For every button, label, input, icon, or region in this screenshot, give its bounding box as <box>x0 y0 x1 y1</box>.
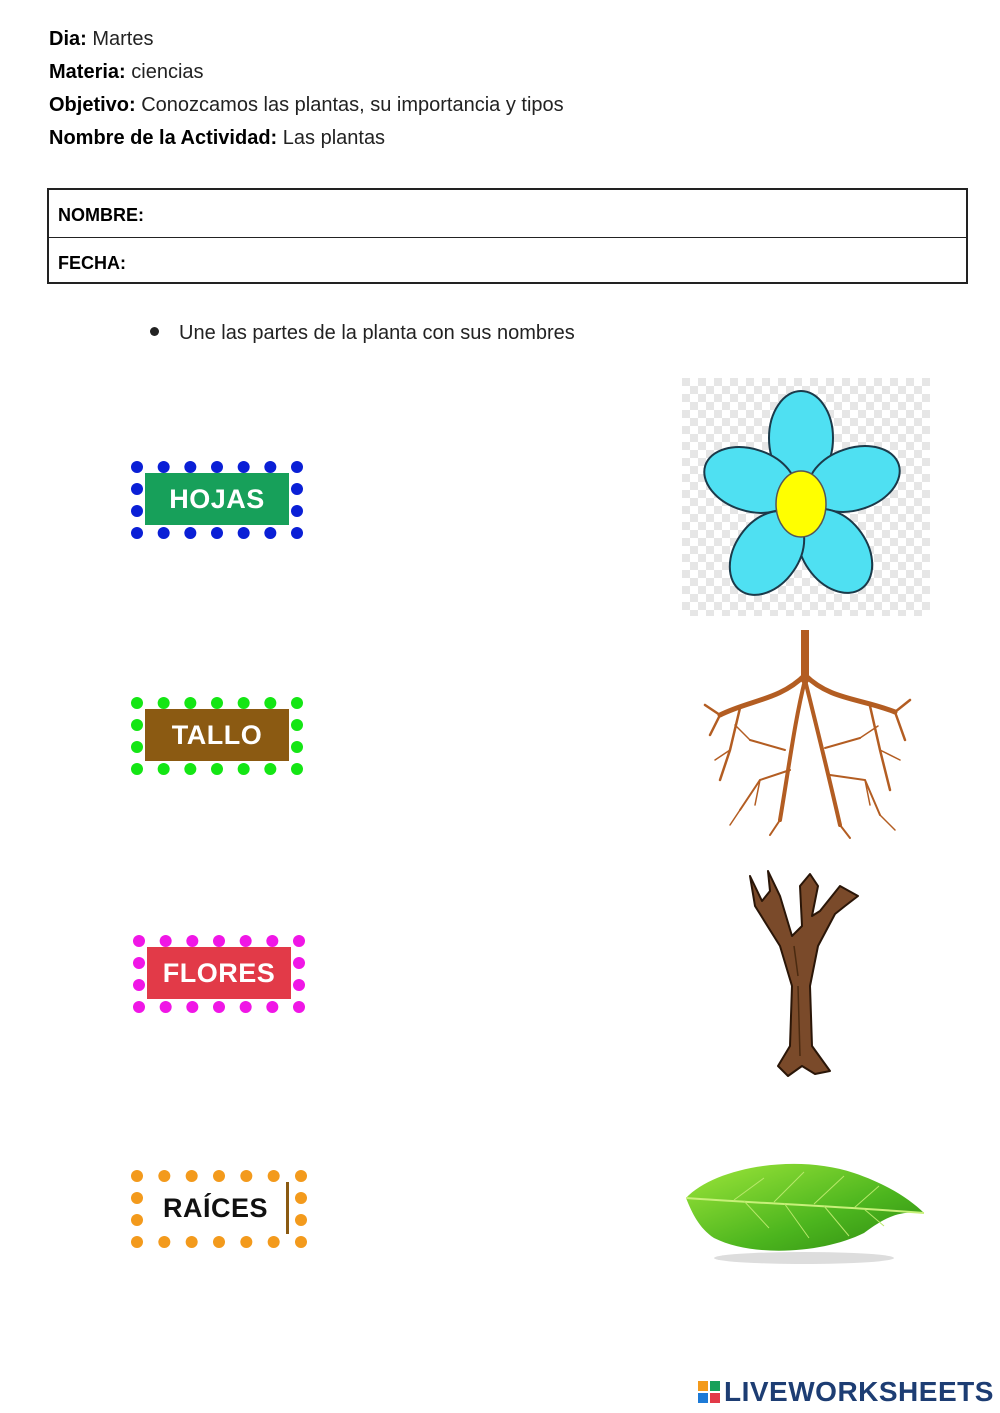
border-dot <box>293 979 305 991</box>
border-dot <box>293 957 305 969</box>
bullet-icon <box>150 327 159 336</box>
border-dot <box>186 935 198 947</box>
border-dot <box>291 483 303 495</box>
border-dot <box>291 763 303 775</box>
border-dot <box>266 1001 278 1013</box>
instruction-text: Une las partes de la planta con sus nombres <box>179 322 575 344</box>
border-dot <box>131 505 143 517</box>
border-dot <box>131 741 143 753</box>
border-dot <box>240 1236 252 1248</box>
border-dot <box>131 1214 143 1226</box>
border-dot <box>264 763 276 775</box>
border-dot <box>213 935 225 947</box>
border-dot <box>295 1192 307 1204</box>
label-raices-text: RAÍCES <box>145 1182 289 1234</box>
border-dot <box>158 1170 170 1182</box>
border-dot <box>184 763 196 775</box>
nombre-label: NOMBRE: <box>58 205 144 225</box>
border-dot <box>131 1192 143 1204</box>
leaf-image[interactable] <box>684 1158 926 1266</box>
border-dot <box>186 1170 198 1182</box>
border-dot <box>238 763 250 775</box>
border-dot <box>184 697 196 709</box>
flower-image[interactable] <box>682 378 930 616</box>
border-dot <box>264 461 276 473</box>
border-dot <box>158 1236 170 1248</box>
border-dot <box>131 1236 143 1248</box>
border-dot <box>291 741 303 753</box>
border-dot <box>238 697 250 709</box>
border-dot <box>133 979 145 991</box>
border-dot <box>184 461 196 473</box>
fecha-row[interactable] <box>49 237 966 284</box>
border-dot <box>264 697 276 709</box>
label-hojas[interactable] <box>131 461 303 533</box>
border-dot <box>211 763 223 775</box>
border-dot <box>158 697 170 709</box>
border-dot <box>131 483 143 495</box>
border-dot <box>213 1236 225 1248</box>
liveworksheets-brand: LIVEWORKSHEETS <box>724 1376 994 1407</box>
border-dot <box>186 1001 198 1013</box>
border-dot <box>158 527 170 539</box>
label-hojas-text: HOJAS <box>145 473 289 525</box>
objetivo-line <box>49 93 564 117</box>
student-info-table <box>47 188 968 284</box>
label-flores[interactable] <box>133 935 305 1007</box>
border-dot <box>133 957 145 969</box>
border-dot <box>184 527 196 539</box>
border-dot <box>291 719 303 731</box>
actividad-value: Las plantas <box>282 127 386 149</box>
border-dot <box>291 527 303 539</box>
dia-line <box>49 27 153 51</box>
stem-image[interactable] <box>740 866 865 1078</box>
border-dot <box>213 1170 225 1182</box>
label-raices[interactable] <box>131 1170 303 1242</box>
roots-image[interactable] <box>700 630 915 840</box>
border-dot <box>186 1236 198 1248</box>
materia-value: ciencias <box>131 61 204 83</box>
border-dot <box>131 697 143 709</box>
instruction <box>150 322 575 345</box>
border-dot <box>133 1001 145 1013</box>
dia-value: Martes <box>92 28 154 50</box>
objetivo-label: Objetivo: <box>49 94 136 116</box>
border-dot <box>268 1170 280 1182</box>
border-dot <box>211 461 223 473</box>
nombre-row[interactable] <box>49 190 966 237</box>
actividad-line <box>49 126 385 150</box>
border-dot <box>160 935 172 947</box>
border-dot <box>238 461 250 473</box>
border-dot <box>158 763 170 775</box>
border-dot <box>295 1170 307 1182</box>
border-dot <box>291 505 303 517</box>
border-dot <box>293 1001 305 1013</box>
border-dot <box>295 1214 307 1226</box>
border-dot <box>268 1236 280 1248</box>
border-dot <box>240 935 252 947</box>
border-dot <box>211 697 223 709</box>
border-dot <box>131 763 143 775</box>
materia-label: Materia: <box>49 61 126 83</box>
label-tallo[interactable] <box>131 697 303 769</box>
border-dot <box>266 935 278 947</box>
border-dot <box>291 461 303 473</box>
border-dot <box>211 527 223 539</box>
actividad-label: Nombre de la Actividad: <box>49 127 278 149</box>
materia-line <box>49 60 204 84</box>
border-dot <box>240 1170 252 1182</box>
border-dot <box>295 1236 307 1248</box>
fecha-label: FECHA: <box>58 253 126 273</box>
border-dot <box>264 527 276 539</box>
border-dot <box>238 527 250 539</box>
border-dot <box>240 1001 252 1013</box>
label-flores-text: FLORES <box>147 947 291 999</box>
dia-label: Dia: <box>49 28 87 50</box>
border-dot <box>293 935 305 947</box>
border-dot <box>133 935 145 947</box>
border-dot <box>131 527 143 539</box>
border-dot <box>213 1001 225 1013</box>
label-tallo-text: TALLO <box>145 709 289 761</box>
border-dot <box>131 719 143 731</box>
border-dot <box>158 461 170 473</box>
border-dot <box>291 697 303 709</box>
border-dot <box>160 1001 172 1013</box>
border-dot <box>131 461 143 473</box>
liveworksheets-logo-icon <box>698 1381 720 1403</box>
objetivo-value: Conozcamos las plantas, su importancia y tipos <box>141 94 564 116</box>
border-dot <box>131 1170 143 1182</box>
